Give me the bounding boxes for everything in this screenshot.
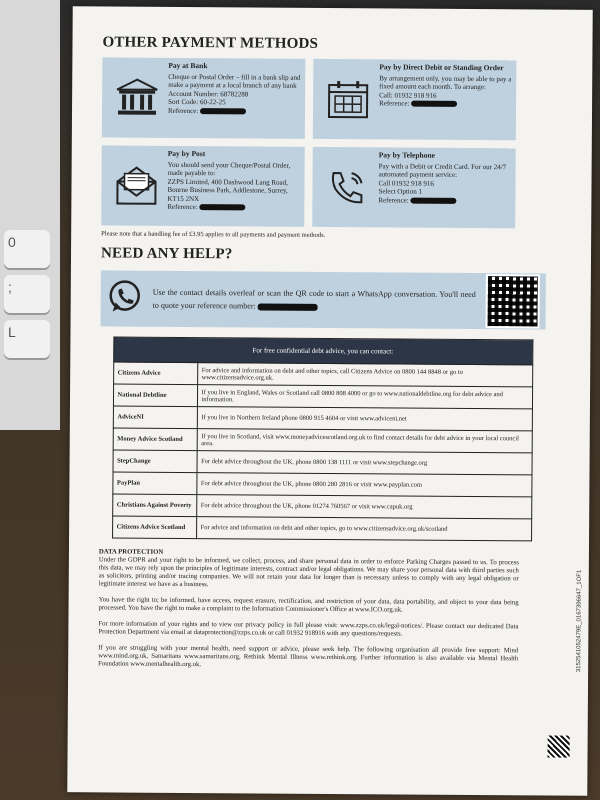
pay-by-telephone-text xyxy=(378,151,511,224)
data-protection-paragraph: Under the GDPR and your right to be informed, we collect, process, and share personal data in order to enforce Parking Charges passed to us. To process this data, we may rely upon the principles of legitimate interests, contract and/or legal obligations. We may share your personal data with third parties such as solicitors, printing and/or tracing companies. We will not retain your data for longer than is necessary unless to comply with any legal obligation or legitimate interest we have as a business. xyxy=(98,556,519,589)
pay-by-post-title: Pay by Post xyxy=(167,148,206,159)
direct-debit-call: Call: 01932 918 916 xyxy=(379,90,437,100)
direct-debit-text xyxy=(379,63,512,136)
pay-by-post-line: You should send your Cheque/Postal Order, made payable to: xyxy=(167,160,291,178)
keyboard-key: L xyxy=(4,320,50,358)
select-option: Select Option 1 xyxy=(378,187,423,196)
pay-by-telephone-card xyxy=(312,147,516,228)
pay-by-post-text xyxy=(167,150,300,223)
table-row xyxy=(112,472,531,497)
help-heading: NEED ANY HELP? xyxy=(100,245,233,263)
side-reference-code: 3152541052479E_0167396647_1OF1 xyxy=(576,569,583,673)
table-row xyxy=(113,362,532,387)
advice-info: For debt advice throughout the UK, phone 01274 760567 or visit www.capuk.org xyxy=(196,495,531,519)
data-protection-section xyxy=(98,548,519,671)
reference-label: Reference: xyxy=(167,202,198,212)
redaction-mark xyxy=(411,101,457,107)
redaction-mark xyxy=(199,204,245,210)
sort-code: Sort Code: 60-22-25 xyxy=(168,97,226,107)
table-row xyxy=(112,516,531,541)
reference-label: Reference: xyxy=(378,195,409,205)
telephone-call: Call 01932 918 916 xyxy=(378,178,434,188)
keyboard xyxy=(0,0,60,430)
payment-methods-grid xyxy=(101,57,547,228)
advice-org: AdviceNI xyxy=(113,406,197,429)
direct-debit-card xyxy=(313,59,517,140)
handling-fee-note: Please note that a handling fee of £3.95 applies to all payments and payment methods. xyxy=(101,230,326,239)
pay-at-bank-card xyxy=(102,57,306,138)
reference-line xyxy=(167,203,300,212)
data-protection-title: DATA PROTECTION xyxy=(98,548,164,556)
reference-line xyxy=(168,106,301,115)
advice-org: PayPlan xyxy=(112,472,196,495)
data-protection-paragraph: For more information of your rights and to view our privacy policy in full please visit: www.zzps.co.uk/legal-notices/. Please contact our dedicated Data Protection Department via email at dataprotection@zzps.co.uk or call 01932 918916 with any questions/requests. xyxy=(98,620,519,638)
advice-info: For advice and information on debt and other topics, go to www.citizensadvice.org.uk/scotland xyxy=(196,517,531,541)
postal-address: ZZPS Limited, 400 Dashwood Lang Road, Bourne Business Park, Addlestone, Surrey, KT15 2NX xyxy=(167,177,288,203)
keyboard-key: ; xyxy=(4,275,50,313)
reference-label: Reference: xyxy=(379,99,410,108)
pay-at-bank-title: Pay at Bank xyxy=(168,60,208,71)
whatsapp-help-label: Use the contact details overleaf or scan the QR code to start a WhatsApp conversation. You'll need to quote your reference number: xyxy=(152,287,476,311)
pay-by-telephone-line: Pay with a Debit or Credit Card. For our 24/7 automated payment service: xyxy=(378,161,507,179)
table-row xyxy=(113,384,532,409)
reference-line xyxy=(379,99,512,108)
pay-by-post-card xyxy=(101,145,305,226)
direct-debit-line: By arrangement only, you may be able to pay a fixed amount each month. To arrange: xyxy=(379,73,512,92)
table-row xyxy=(112,494,531,519)
phone-icon xyxy=(316,151,379,223)
qr-code-icon[interactable] xyxy=(486,274,540,328)
debt-advice-table-header: For free confidential debt advice, you can contact: xyxy=(113,337,532,365)
whatsapp-help-text xyxy=(143,286,486,314)
data-protection-paragraph: You have the right to; be informed, have access, request erasure, rectification, and restriction of your data, data portability, and object to your data being processed. You have the right to make a complaint to the Information Commissioner's Office at www.ICO.org.uk. xyxy=(98,596,519,614)
pay-at-bank-line: Cheque or Postal Order – fill in a bank slip and make a payment at a local branch of any bank xyxy=(168,72,301,90)
advice-org: Money Advice Scotland xyxy=(113,428,197,451)
advice-info: For advice and information on debt and other topics, call Citizens Advice on 0800 144 8848 or go to www.citizensadvice.org.uk. xyxy=(197,363,532,387)
advice-info: For debt advice throughout the UK, phone 0800 280 2816 or visit www.payplan.com xyxy=(196,473,531,497)
pay-by-telephone-title: Pay by Telephone xyxy=(378,150,436,160)
reference-line xyxy=(378,196,511,205)
debt-advice-table xyxy=(112,336,533,541)
direct-debit-title: Pay by Direct Debit or Standing Order xyxy=(379,62,504,73)
redaction-mark xyxy=(258,303,318,310)
pay-at-bank-text xyxy=(168,62,301,135)
advice-info: If you live in England, Wales or Scotland call 0800 808 4000 or go to www.nationaldebtline.org for debt advice and information. xyxy=(197,385,532,409)
envelope-icon xyxy=(105,149,168,221)
keyboard-key: 0 xyxy=(4,230,50,268)
advice-org: StepChange xyxy=(112,450,196,473)
advice-info: If you live in Scotland, visit www.moneyadvicescotland.org.uk to find contact details for debt advice in your local council area. xyxy=(197,429,532,453)
advice-org: Christians Against Poverty xyxy=(112,494,196,517)
redaction-mark xyxy=(200,108,246,114)
advice-org: National Debtline xyxy=(113,384,197,407)
table-row xyxy=(113,406,532,431)
letter-page xyxy=(67,6,592,796)
small-barcode-icon xyxy=(548,736,570,758)
bank-icon xyxy=(106,61,169,133)
whatsapp-help-box xyxy=(101,270,546,329)
table-row xyxy=(113,428,532,453)
payment-methods-heading: OTHER PAYMENT METHODS xyxy=(102,34,319,52)
redaction-mark xyxy=(410,197,456,203)
advice-info: For debt advice throughout the UK, phone 0800 138 1111 or visit www.stepchange.org xyxy=(196,451,531,475)
data-protection-paragraph: If you are struggling with your mental health, need support or advice, please seek help. The following organisation all provide free support: Mind www.mind.org.uk, Samaritans www.samaritans.org, Rethink Mental Illness www.rethink.org. Further information is also available via Mental Health Foundation www.mentalhealth.org.uk. xyxy=(98,644,519,669)
account-number: Account Number: 68782288 xyxy=(168,89,249,98)
calendar-icon xyxy=(317,63,380,135)
letter-content xyxy=(98,34,547,679)
reference-label: Reference: xyxy=(167,106,199,115)
advice-org: Citizens Advice xyxy=(113,362,197,385)
advice-org: Citizens Advice Scotland xyxy=(112,516,196,539)
whatsapp-icon xyxy=(107,278,143,319)
table-row xyxy=(112,450,531,475)
advice-info: If you live in Northern Ireland phone 0800 915 4604 or visit www.adviceni.net xyxy=(197,407,532,431)
